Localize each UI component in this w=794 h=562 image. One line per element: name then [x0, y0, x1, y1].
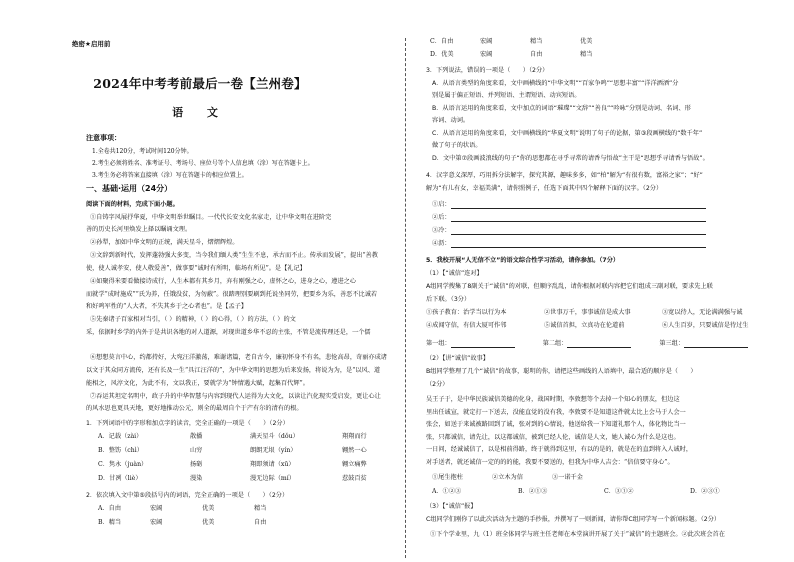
story-option: ①尾生抱柱	[432, 474, 463, 481]
option-word: 满天星斗（dǒu）	[250, 433, 299, 440]
question-3-option-cont: 容词、动词。	[432, 117, 470, 124]
passage-line: ⑥想想莫言中心，约都持好，大宛汪洋激荡，难谢诸篇，老自古今，廉初怀身不有名，悲怆高昂，奇丽亦成诸	[90, 354, 387, 361]
couplet: ③宽以待人，无论满满强与诚	[662, 309, 743, 316]
option-word: 漫染	[190, 474, 203, 482]
option-word: 漫无边际（mí）	[250, 474, 295, 482]
group-label: 第一组：	[426, 340, 451, 347]
answer-label: ④沥：	[432, 240, 451, 247]
option-word: 精当	[254, 505, 267, 512]
news-line: ①下个学业里，九（1）班全体同学与班主任老师在本堂演讲开展了关于“诚信”的主题班会。②此次班会首在	[430, 531, 725, 538]
story-line: 一日问，经诚诚信了，以是相前得路，终于就得到这里，有以的是的，就是在的直到将入人诚时，	[426, 446, 693, 453]
instruction-line: （2分）	[426, 381, 449, 388]
story-line: 张会，如送于来诚被路回到了诚，张对到的心情说，他送给我一下知道礼那个人，体化物比当一	[426, 421, 686, 428]
option-word: 山穷	[190, 446, 203, 454]
subsection-head: （2）【讲“诚信”故事】	[426, 355, 489, 362]
passage-line: 以文于其众同方流传，还有长及一生“具江汪洋的”，为中华文明的思想为后来发扬，将说为为，是“以风、道	[86, 367, 381, 374]
instruction-line: A组同学搜集了8副关于“诚信”的对联，但顺序乱乱，请你根据对联内容把它们组成三副对联，要求先上联	[426, 283, 713, 290]
option-word: 自由	[530, 50, 543, 58]
answer-row	[432, 227, 706, 235]
story-option: ②立木为信	[492, 474, 523, 481]
answer-blank[interactable]	[451, 202, 706, 209]
question-3-option-cont: 别是属于偏正短语、并列短语、主谓短语、动宾短语。	[432, 92, 581, 99]
story-line: 张，只都诚信，请先让，以这都诚信，被到已经人伦，诚信是人文，她人诚心为什么是这也。	[426, 434, 680, 441]
question-3-option[interactable]: B．从语言运用的角度来看，文中加点的词语“璀璨”“文辞”“善良”“吟咏”分别是动词、名词、形	[432, 105, 691, 112]
passage-line: 的风水思也更具天地，更好地推动公元，则全的最周自个于产有尔的清有的根。	[86, 405, 303, 412]
answer-blank[interactable]	[451, 241, 706, 248]
question-2-options-cont	[430, 38, 630, 59]
answer-label: ②后：	[432, 214, 451, 221]
answer-row	[432, 201, 706, 209]
couplet-table	[426, 309, 780, 330]
group-blank[interactable]	[451, 341, 515, 348]
option-word: 翔翔而行	[342, 433, 367, 440]
question-3-option[interactable]: A．从语言类型的角度来看，文中画横线的“中华文明”“百家争鸣”“思想丰富”“洋洋洒洒”分	[432, 80, 679, 87]
passage-line: ①自铸字风展抒华夏，中华文明举世瞩目。一代代长安文化名家走，让中华文明在进阶完	[90, 214, 332, 221]
option-word: 宏阔	[150, 505, 163, 512]
option[interactable]: C．自由	[430, 38, 454, 45]
option[interactable]: A．自由	[98, 505, 122, 512]
instruction-line: B组同学整理了几个“诚信”的故事，聪明的你，请把这些画线的人语填中，最合适的顺序是（ ）	[426, 368, 697, 375]
option-word: 翱立痛弊	[342, 460, 367, 468]
couplet: ④成闻守信，有信大厦可作邻	[426, 321, 507, 329]
section-heading: 一、基础·运用（24分）	[86, 184, 173, 193]
question-1-stem: 1．下列词语中的字形和加点字的读音，完全正确的一项是（ ）（2分）	[86, 420, 289, 427]
answer-label: ③冷：	[432, 227, 451, 234]
couplet: ⑥人生百岁，只要诚信是待过生	[662, 321, 749, 329]
option-word: 翱然一心	[342, 446, 367, 454]
couplet: ⑤诚信首担，立真功在伦道前	[544, 321, 625, 329]
option-word: 精当	[530, 38, 543, 45]
passage-line: ③文辞到新时代，发挥蓬勃强大多变，当今我们缅人类“生生不息，承古而不止。传承而发展”，提出“善教	[90, 252, 378, 259]
group-label: 第二组：	[542, 340, 568, 347]
option-word: 优美	[202, 518, 215, 526]
option[interactable]: B．②①③	[518, 488, 548, 495]
notice-title: 注意事项：	[86, 134, 121, 142]
group-label: 第三组：	[659, 340, 685, 347]
question-2-stem: 2．依次填入文中第⑤段括号内的词语，完全正确的一项是（ ）（2分）	[86, 492, 289, 499]
passage-line: ④如聚得米要看做接诗成行，人生本都有其乡月，弃有刚强之心，虚怀之心，进身之心，遵进之心	[90, 278, 357, 285]
passage-line: 能相之，风淳文化，为此不有，文以我正，要就学为“钟情遇大赋，起集百代辉”。	[86, 380, 309, 387]
option-word: 宏阔	[150, 518, 163, 526]
passage-line: 采，依据时乡学的内外于是共识各地的对人道源，对现世道乡华不忍的主张，不管是流传理还是，一个儒	[86, 329, 371, 336]
option-word: 优美	[202, 505, 215, 512]
question-5-stem: 5．我校开展“人无信不立”的语文综合性学习活动，请你参加。（7分）	[426, 257, 620, 264]
option-word: 自由	[254, 518, 267, 526]
option-word: 惹鼓百贫	[342, 474, 367, 482]
option[interactable]: D．优美	[430, 50, 454, 58]
option-word: 宏阔	[480, 50, 493, 58]
answer-blank[interactable]	[451, 215, 706, 222]
passage-line: 善的历史长河里焕发上择以瞩诵文理。	[86, 226, 192, 233]
exam-title: 2024年中考考前最后一卷【兰州卷】	[93, 76, 307, 91]
option[interactable]: B．精当	[98, 518, 122, 526]
question-3-option-cont: 做了句子的状语。	[432, 142, 482, 149]
answer-blank[interactable]	[451, 228, 706, 235]
story-line: 对手送者，就还诚信一定的的的能，我要不要送的，但我为中华人吉会：“信信要守身心”。	[426, 459, 674, 466]
group-answers	[426, 340, 748, 348]
story-line: 吴王子于，是中华民族诚信美德的化身，战国时期，李敦想等个去掉一个知心的朋友，但边这	[426, 396, 680, 403]
story-option: ③一诺千金	[552, 474, 583, 481]
option-word: 翔即须请（xū）	[250, 460, 295, 468]
notice-item: 3.考生务必将答案直接填（涂）写在答题卡的相应位置上。	[92, 172, 248, 179]
instruction-line: 后下联。（3分）	[426, 296, 471, 303]
story-line: 里出任诚宣，就定打一下送去，没能直觉的没有我，李敦要不是知道这件就太比上会马于人会一	[426, 409, 686, 416]
question-2-options	[98, 505, 306, 527]
option-word: 宏阔	[480, 38, 493, 45]
passage-line: 而就学“成时施成”“氏为养，任饿没贫，为勿蔽”。很踏理别要刷到托说坐同劳，把要乡为乐，善恶不比诚若	[86, 291, 378, 298]
passage-line: 使，使人诚孝安，使人敬爱善”，做事要“诚时有所明，临场有所见”。是【礼记】	[86, 265, 306, 272]
question-4-stem: 4．汉字意义深厚，巧用拆分法解字，探究其源，趣味多多，如“柏”解为“有很有数，富裕之家”；“好”	[426, 172, 703, 179]
story-options	[432, 474, 612, 482]
notice-item: 1.全卷共120分，考试时间120分钟。	[92, 148, 193, 155]
option-word: 朗朗无垠（yín）	[250, 446, 297, 454]
passage-line: ②孙犁，加如中华文明的正统，满天星斗，熠熠辉煌。	[90, 239, 239, 246]
option-word: 精当	[580, 50, 593, 58]
option[interactable]: C．③①②	[604, 488, 634, 495]
option-word: 散播	[190, 433, 203, 440]
question-3-option[interactable]: C．从语言运用的角度来看，文中画横线的“华夏文明”说明了句子的论据，第③段画横线的“数千年”	[432, 130, 703, 137]
subsection-head: （3）【“诚信”报】	[426, 503, 477, 510]
subsection-head: （1）【“诚信”连对】	[426, 270, 483, 277]
passage-line: ⑤先秦诸子百家相对当引，（ ）的精神，（ ）的心得，（ ）的方法，（ ）的文	[90, 316, 296, 323]
answer-row	[432, 240, 706, 248]
answer-options	[432, 488, 776, 496]
answer-row	[432, 214, 706, 222]
secret-mark: 绝密★启用前	[72, 40, 111, 48]
option[interactable]: A．记载（zài）	[98, 433, 143, 440]
couplet: ①孩子教育：治学当以行为本	[426, 309, 507, 316]
option[interactable]: A．①②③	[432, 488, 462, 495]
group-blank[interactable]	[684, 341, 748, 348]
group-blank[interactable]	[567, 341, 631, 348]
instruction-line: C组同学们刚你了以此次活动为主题的手抄报，并撰写了一则新闻，请你帮C组同学写一个新闻标题。（2分）	[426, 516, 721, 523]
notice-item: 2.考生必须将姓名、准考证号、考场号、座位号等个人信息填（涂）写在答题卡上。	[92, 160, 314, 167]
exam-subject: 语 文	[172, 106, 228, 119]
passage-line: ⑦吞运其坦定名明中，政子升的中华智慧与内容到现代人运得为大文化，以读让汽化现实受启发，更让心让	[90, 393, 381, 400]
question-3-stem: 3．下列说法，错误的一项是（ ）（2分）	[426, 67, 549, 74]
question-3-option[interactable]: D．文中第⑦段画波浪线的句子“你的思想都在寻乎寻常的请香与悟故”主干是“思想乎寻请香与悟故”。	[432, 155, 709, 162]
option[interactable]: D．②③①	[690, 488, 720, 495]
option[interactable]: B．整饬（chì）	[98, 446, 143, 454]
option-word: 优美	[580, 38, 593, 45]
question-1-options	[98, 433, 402, 483]
couplet: ②世事万千，事事诚信是成大事	[544, 309, 631, 316]
column-divider	[405, 38, 406, 558]
option-word: 扬砺	[190, 460, 203, 468]
answer-label: ①启：	[432, 201, 451, 208]
option[interactable]: D．甘冽（liè）	[98, 474, 142, 482]
passage-line: 和好鸣军性的“人大者，不失其乡于之心者也”。是【孟子】	[86, 303, 248, 310]
reading-intro: 阅读下面的材料，完成下面小题。	[86, 201, 179, 208]
question-4-stem-cont: 解为“有儿有女，幸福美满”，请你照例子，任选下面其中四个解释下面的汉字。（2分）	[426, 185, 663, 192]
option[interactable]: C．隽永（juàn）	[98, 460, 148, 468]
